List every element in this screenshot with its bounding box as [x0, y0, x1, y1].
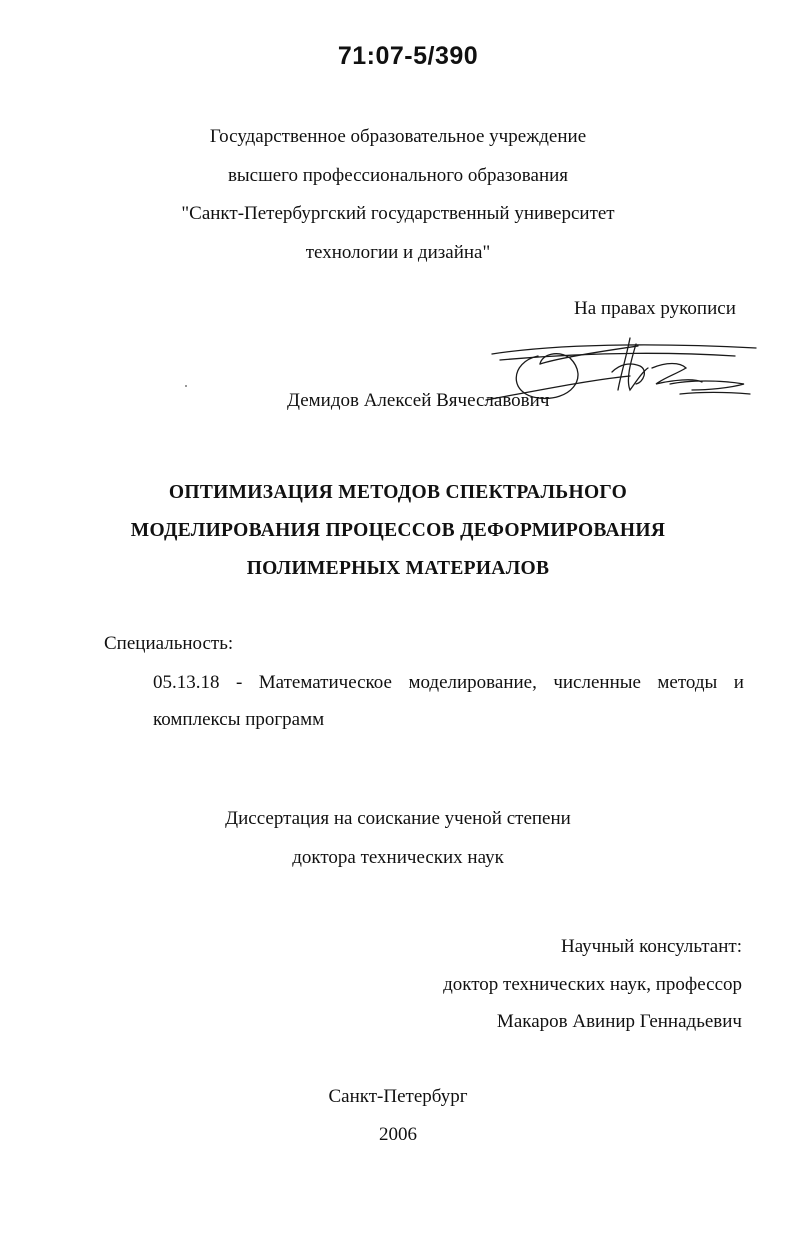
consultant-name: Макаров Авинир Геннадьевич	[496, 1011, 742, 1032]
specialty-word: Математическое	[258, 672, 392, 693]
dissertation-degree	[0, 799, 796, 877]
author-name: Демидов Алексей Вячеславович	[287, 390, 550, 411]
archive-code: 71:07-5/390	[337, 42, 479, 70]
place-and-year	[0, 1078, 796, 1154]
degree-line: доктора технических наук	[292, 847, 504, 868]
specialty-continuation: комплексы программ	[153, 709, 325, 730]
year: 2006	[379, 1124, 417, 1145]
specialty-word: методы	[657, 672, 718, 693]
consultant-block	[443, 928, 742, 1041]
institution-line: высшего профессионального образования	[227, 164, 569, 186]
title-line: ПОЛИМЕРНЫХ МАТЕРИАЛОВ	[246, 558, 550, 579]
degree-line: Диссертация на соискание ученой степени	[225, 808, 571, 829]
consultant-degree: доктор технических наук, профессор	[443, 973, 742, 995]
specialty-dash: -	[235, 672, 243, 693]
specialty-word: моделирование,	[408, 672, 537, 693]
dissertation-title	[0, 474, 796, 588]
consultant-label: Научный консультант:	[560, 936, 742, 957]
institution-line: "Санкт-Петербургский государственный университет	[181, 203, 615, 224]
title-line: МОДЕЛИРОВАНИЯ ПРОЦЕССОВ ДЕФОРМИРОВАНИЯ	[130, 520, 666, 541]
city: Санкт-Петербург	[328, 1086, 468, 1107]
institution-line: Государственное образовательное учреждение	[209, 126, 587, 147]
specialty-word: численные	[553, 672, 641, 693]
institution-block	[0, 118, 796, 272]
scan-speck	[185, 385, 187, 387]
specialty-word: и	[733, 672, 744, 693]
specialty-line	[153, 672, 744, 694]
title-line: ОПТИМИЗАЦИЯ МЕТОДОВ СПЕКТРАЛЬНОГО	[168, 482, 628, 503]
specialty-code: 05.13.18	[153, 672, 220, 693]
specialty-label: Специальность:	[104, 633, 234, 654]
manuscript-note: На правах рукописи	[574, 298, 736, 319]
institution-line: технологии и дизайна"	[305, 241, 491, 263]
